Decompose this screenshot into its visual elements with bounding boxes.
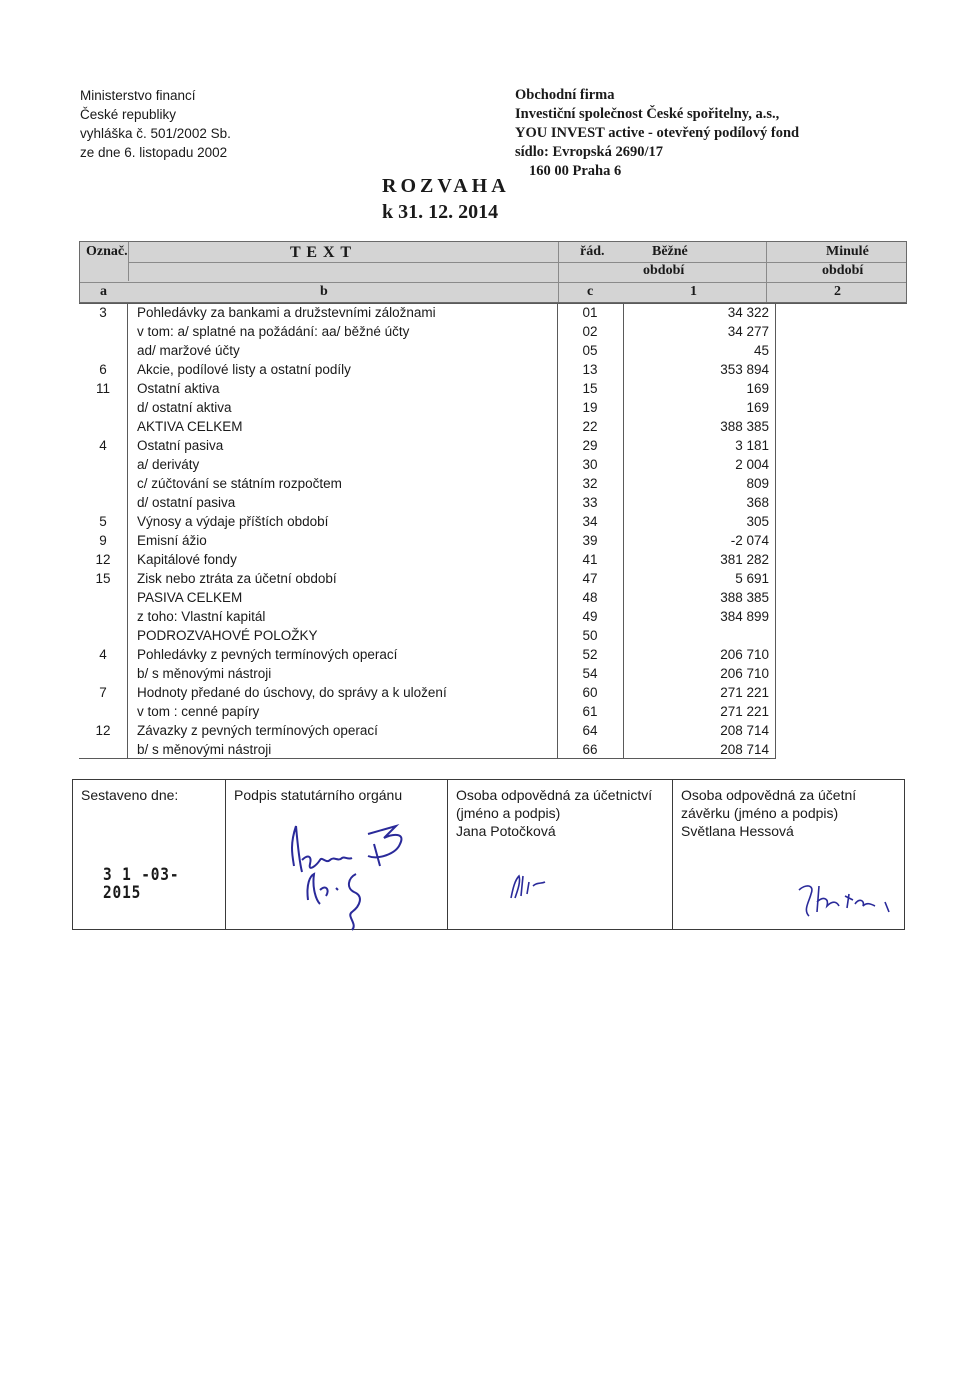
- row-text: c/ zúčtování se státním rozpočtem: [137, 476, 342, 491]
- row-line-number: 61: [582, 704, 598, 719]
- row-current-value: 206 710: [720, 647, 769, 662]
- row-current-value: 34 277: [727, 324, 769, 339]
- table-row: [79, 626, 907, 645]
- document-date: k 31. 12. 2014: [382, 201, 499, 223]
- row-text: Pohledávky za bankami a družstevními záložnami: [137, 305, 436, 320]
- row-current-value: 45: [753, 343, 769, 358]
- header-text: T E X T: [290, 244, 352, 261]
- row-current-value: 3 181: [735, 438, 769, 453]
- row-text: Ostatní aktiva: [137, 381, 220, 396]
- row-oznac: 4: [99, 647, 107, 662]
- table-row: [79, 360, 907, 379]
- row-line-number: 47: [582, 571, 598, 586]
- row-line-number: 32: [582, 476, 598, 491]
- row-line-number: 66: [582, 742, 598, 757]
- row-text: ad/ maržové účty: [137, 343, 240, 358]
- table-row: [79, 474, 907, 493]
- row-text: PASIVA CELKEM: [137, 590, 243, 605]
- table-header: [79, 241, 907, 303]
- document-title: ROZVAHA: [382, 175, 510, 197]
- row-current-value: 34 322: [727, 305, 769, 320]
- row-current-value: 368: [746, 495, 769, 510]
- row-text: Zisk nebo ztráta za účetní období: [137, 571, 337, 586]
- table-row: [79, 683, 907, 702]
- table-row: [79, 588, 907, 607]
- row-current-value: 5 691: [735, 571, 769, 586]
- row-current-value: 809: [746, 476, 769, 491]
- row-line-number: 30: [582, 457, 598, 472]
- table-row: [79, 341, 907, 360]
- row-text: b/ s měnovými nástroji: [137, 742, 272, 757]
- table-row: [79, 664, 907, 683]
- accounting-signature: [503, 868, 583, 908]
- header-minule: Minulé: [826, 244, 869, 259]
- row-text: d/ ostatní aktiva: [137, 400, 232, 415]
- row-text: d/ ostatní pasiva: [137, 495, 236, 510]
- row-line-number: 05: [582, 343, 598, 358]
- fund-name: YOU INVEST active - otevřený podílový fond: [515, 125, 800, 141]
- header-oznac: Označ.: [86, 244, 128, 259]
- row-current-value: 208 714: [720, 723, 769, 738]
- row-text: Pohledávky z pevných termínových operací: [137, 647, 398, 662]
- accounting-person: Jana Potočková: [456, 823, 556, 839]
- row-line-number: 22: [582, 419, 598, 434]
- row-current-value: 271 221: [720, 685, 769, 700]
- row-current-value: 206 710: [720, 666, 769, 681]
- row-text: Akcie, podílové listy a ostatní podíly: [137, 362, 351, 377]
- company-name: Investiční společnost České spořitelny, a.s.,: [515, 106, 780, 122]
- row-line-number: 34: [582, 514, 598, 529]
- row-current-value: 208 714: [720, 742, 769, 757]
- row-text: b/ s měnovými nástroji: [137, 666, 272, 681]
- statutory-label: Podpis statutárního orgánu: [234, 787, 403, 803]
- row-line-number: 01: [582, 305, 598, 320]
- row-current-value: -2 074: [730, 533, 769, 548]
- accounting-sublabel: (jméno a podpis): [456, 805, 561, 821]
- row-text: z toho: Vlastní kapitál: [137, 609, 266, 624]
- row-current-value: 381 282: [720, 552, 769, 567]
- row-line-number: 60: [582, 685, 598, 700]
- closing-label: Osoba odpovědná za účetní: [681, 787, 857, 803]
- row-current-value: 384 899: [720, 609, 769, 624]
- row-line-number: 39: [582, 533, 598, 548]
- company-label: Obchodní firma: [515, 87, 615, 103]
- row-current-value: 2 004: [735, 457, 769, 472]
- header-col-c: c: [587, 284, 594, 299]
- row-oznac: 15: [95, 571, 111, 586]
- row-line-number: 48: [582, 590, 598, 605]
- row-line-number: 13: [582, 362, 598, 377]
- table-row: [79, 398, 907, 417]
- row-line-number: 49: [582, 609, 598, 624]
- statutory-signature: [256, 804, 436, 934]
- closing-sublabel: závěrku (jméno a podpis): [681, 805, 839, 821]
- row-line-number: 19: [582, 400, 598, 415]
- table-row: [79, 455, 907, 474]
- table-row: [79, 417, 907, 436]
- table-row: [79, 379, 907, 398]
- row-oznac: 4: [99, 438, 107, 453]
- table-row: [79, 721, 907, 740]
- table-row: [79, 531, 907, 550]
- row-text: Výnosy a výdaje příštích období: [137, 514, 329, 529]
- table-row: [79, 607, 907, 626]
- row-text: a/ deriváty: [137, 457, 200, 472]
- table-row: [79, 740, 907, 759]
- signature-date-col: [73, 780, 226, 929]
- accounting-label: Osoba odpovědná za účetnictví: [456, 787, 653, 803]
- row-oznac: 12: [95, 723, 111, 738]
- row-line-number: 54: [582, 666, 598, 681]
- company-header: [515, 86, 799, 181]
- ministry-header: [80, 86, 231, 162]
- header-rad: řád.: [580, 244, 605, 259]
- row-text: v tom: a/ splatné na požádání: aa/ běžné účty: [137, 324, 410, 339]
- row-text: Emisní ážio: [137, 533, 207, 548]
- row-text: Hodnoty předané do úschovy, do správy a k uložení: [137, 685, 447, 700]
- header-col-2: 2: [834, 284, 841, 299]
- table-row: [79, 493, 907, 512]
- row-line-number: 29: [582, 438, 598, 453]
- row-current-value: 169: [746, 400, 769, 415]
- row-current-value: 388 385: [720, 590, 769, 605]
- signature-closing-col: [673, 780, 906, 929]
- row-oznac: 7: [99, 685, 107, 700]
- row-oznac: 5: [99, 514, 107, 529]
- decree-line: vyhláška č. 501/2002 Sb.: [80, 126, 231, 141]
- company-address: sídlo: Evropská 2690/17: [515, 144, 663, 160]
- row-line-number: 02: [582, 324, 598, 339]
- row-text: Ostatní pasiva: [137, 438, 224, 453]
- table-row: [79, 569, 907, 588]
- ministry-line: České republiky: [80, 107, 177, 122]
- header-minule-obdobi: období: [822, 263, 864, 278]
- row-text: Závazky z pevných termínových operací: [137, 723, 378, 738]
- row-current-value: 271 221: [720, 704, 769, 719]
- date-stamp: 3 1 -03- 2015: [103, 865, 180, 903]
- row-text: v tom : cenné papíry: [137, 704, 260, 719]
- header-bezne: Běžné: [652, 244, 688, 259]
- row-oznac: 3: [99, 305, 107, 320]
- row-text: PODROZVAHOVÉ POLOŽKY: [137, 628, 318, 643]
- row-oznac: 11: [95, 381, 110, 396]
- row-line-number: 41: [582, 552, 598, 567]
- closing-person: Světlana Hessová: [681, 823, 794, 839]
- closing-signature: [793, 876, 903, 926]
- header-col-b: b: [320, 284, 328, 299]
- decree-date-line: ze dne 6. listopadu 2002: [80, 145, 228, 160]
- row-line-number: 33: [582, 495, 598, 510]
- header-bezne-obdobi: období: [643, 263, 685, 278]
- table-row: [79, 436, 907, 455]
- row-oznac: 6: [99, 362, 107, 377]
- row-line-number: 52: [582, 647, 598, 662]
- signature-accounting-col: [448, 780, 673, 929]
- row-oznac: 12: [95, 552, 111, 567]
- row-current-value: 305: [746, 514, 769, 529]
- header-col-a: a: [100, 284, 107, 299]
- compiled-label: Sestaveno dne:: [81, 787, 179, 803]
- table-row: [79, 303, 907, 322]
- signature-statutory-col: [226, 780, 448, 929]
- table-row: [79, 322, 907, 341]
- table-row: [79, 702, 907, 721]
- header-col-1: 1: [690, 284, 697, 299]
- table-row: [79, 550, 907, 569]
- table-row: [79, 512, 907, 531]
- row-line-number: 50: [582, 628, 598, 643]
- table-body: [79, 303, 907, 759]
- row-text: AKTIVA CELKEM: [137, 419, 243, 434]
- ministry-line: Ministerstvo financí: [80, 88, 196, 103]
- table-rows: [79, 303, 907, 759]
- row-current-value: 388 385: [720, 419, 769, 434]
- row-line-number: 15: [582, 381, 598, 396]
- row-current-value: 169: [746, 381, 769, 396]
- row-text: Kapitálové fondy: [137, 552, 237, 567]
- table-row: [79, 645, 907, 664]
- row-current-value: 353 894: [720, 362, 769, 377]
- company-city: 160 00 Praha 6: [529, 163, 622, 179]
- row-line-number: 64: [582, 723, 598, 738]
- row-oznac: 9: [99, 533, 107, 548]
- signature-box: [72, 779, 905, 930]
